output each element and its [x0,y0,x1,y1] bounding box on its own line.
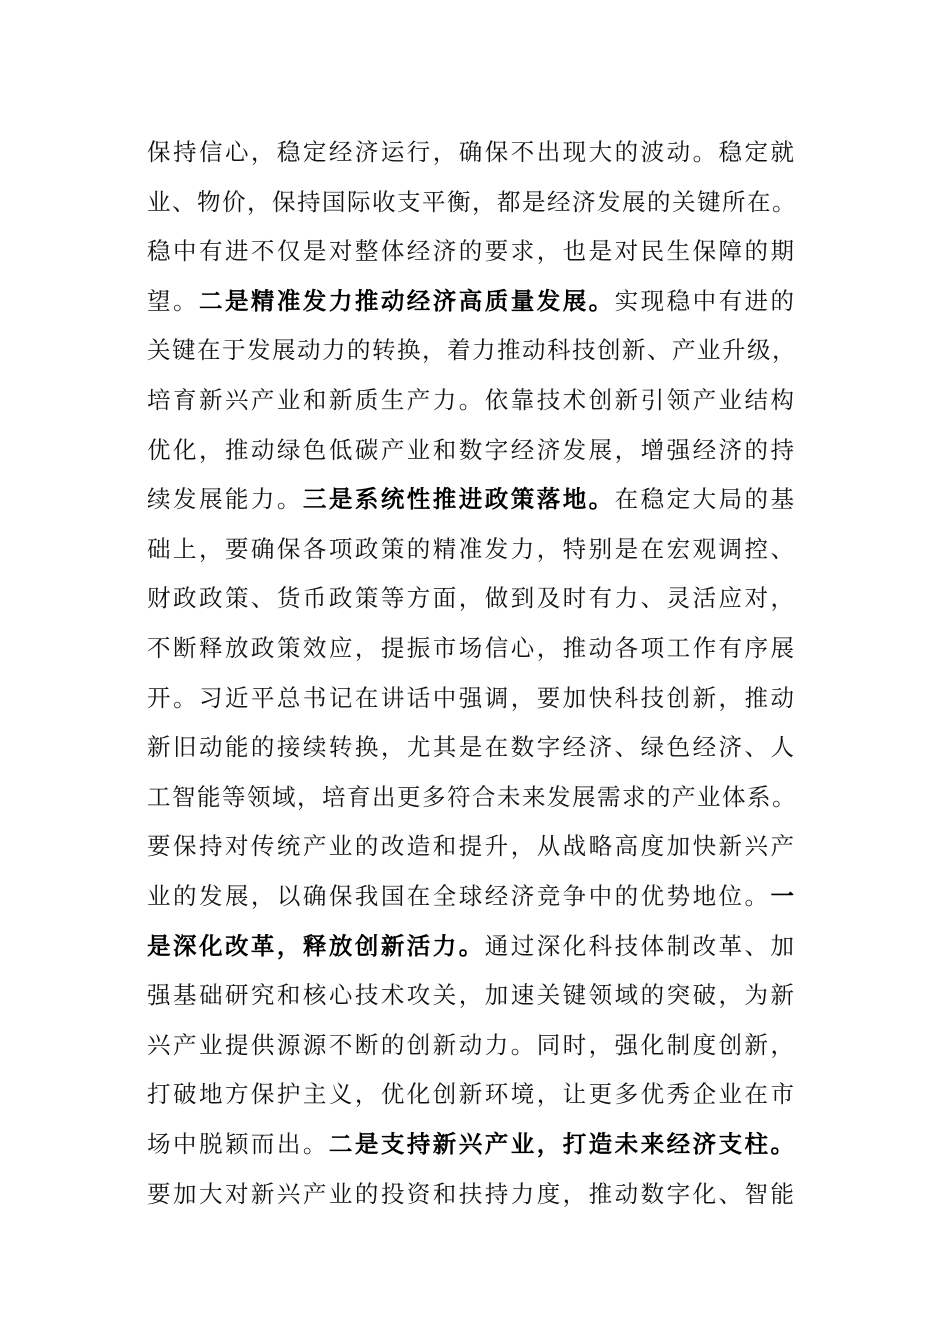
text-line [147,1124,797,1164]
text-line [147,578,797,618]
text-line [147,1174,797,1214]
bold-heading-text: 二是精准发力推动经济高质量发展。 [198,286,615,315]
body-text: 通过深化科技体制改革、加 [484,931,797,960]
text-line [147,529,797,569]
bold-heading-text: 是深化改革，释放创新活力。 [147,931,485,960]
body-text: 稳中有进不仅是对整体经济的要求，也是对民生保障的期 [147,237,797,266]
text-line [147,1025,797,1065]
text-line [147,926,797,966]
text-line [147,975,797,1015]
text-line [147,1074,797,1114]
text-line [147,628,797,668]
body-text: 要加大对新兴产业的投资和扶持力度，推动数字化、智能 [147,1179,797,1208]
body-text: 业、物价，保持国际收支平衡，都是经济发展的关键所在。 [147,187,797,216]
body-text: 要保持对传统产业的改造和提升，从战略高度加快新兴产 [147,832,797,861]
text-line [147,826,797,866]
text-line [147,430,797,470]
body-text: 培育新兴产业和新质生产力。依靠技术创新引领产业结构 [147,386,797,414]
text-line [147,380,797,420]
body-text: 开。习近平总书记在讲话中强调，要加快科技创新，推动 [147,683,797,712]
body-text: 场中脱颖而出。 [147,1130,329,1158]
body-text: 望。 [147,286,199,315]
text-line [147,231,797,271]
body-text: 强基础研究和核心技术攻关，加速关键领域的突破，为新 [147,981,797,1010]
body-text: 保持信心，稳定经济运行，确保不出现大的波动。稳定就 [147,138,797,166]
body-text: 工智能等领域，培育出更多符合未来发展需求的产业体系。 [147,782,797,811]
text-line [147,479,797,519]
body-text: 打破地方保护主义，优化创新环境，让更多优秀企业在市 [147,1080,797,1109]
text-line [147,777,797,817]
text-line [147,678,797,718]
bold-heading-text: 一 [770,882,797,910]
text-line [147,727,797,767]
body-text: 实现稳中有进的 [614,286,797,315]
body-text: 础上，要确保各项政策的精准发力，特别是在宏观调控、 [147,534,797,563]
body-text: 续发展能力。 [147,485,303,514]
text-line [147,182,797,222]
body-text: 财政政策、货币政策等方面，做到及时有力、灵活应对， [147,584,797,613]
body-text: 在稳定大局的基 [614,485,797,514]
text-line [147,281,797,321]
body-text: 新旧动能的接续转换，尤其是在数字经济、绿色经济、人 [147,733,797,762]
body-text: 关键在于发展动力的转换，着力推动科技创新、产业升级， [147,336,797,365]
text-line [147,330,797,370]
bold-heading-text: 三是系统性推进政策落地。 [302,485,615,514]
body-text: 业的发展，以确保我国在全球经济竞争中的优势地位。 [147,882,771,910]
body-text: 不断释放政策效应，提振市场信心，推动各项工作有序展 [147,634,797,662]
text-line [147,876,797,916]
body-text: 优化，推动绿色低碳产业和数字经济发展，增强经济的持 [147,435,797,464]
text-line [147,132,797,172]
body-text: 兴产业提供源源不断的创新动力。同时，强化制度创新， [147,1030,797,1059]
bold-heading-text: 二是支持新兴产业，打造未来经济支柱。 [328,1130,797,1158]
